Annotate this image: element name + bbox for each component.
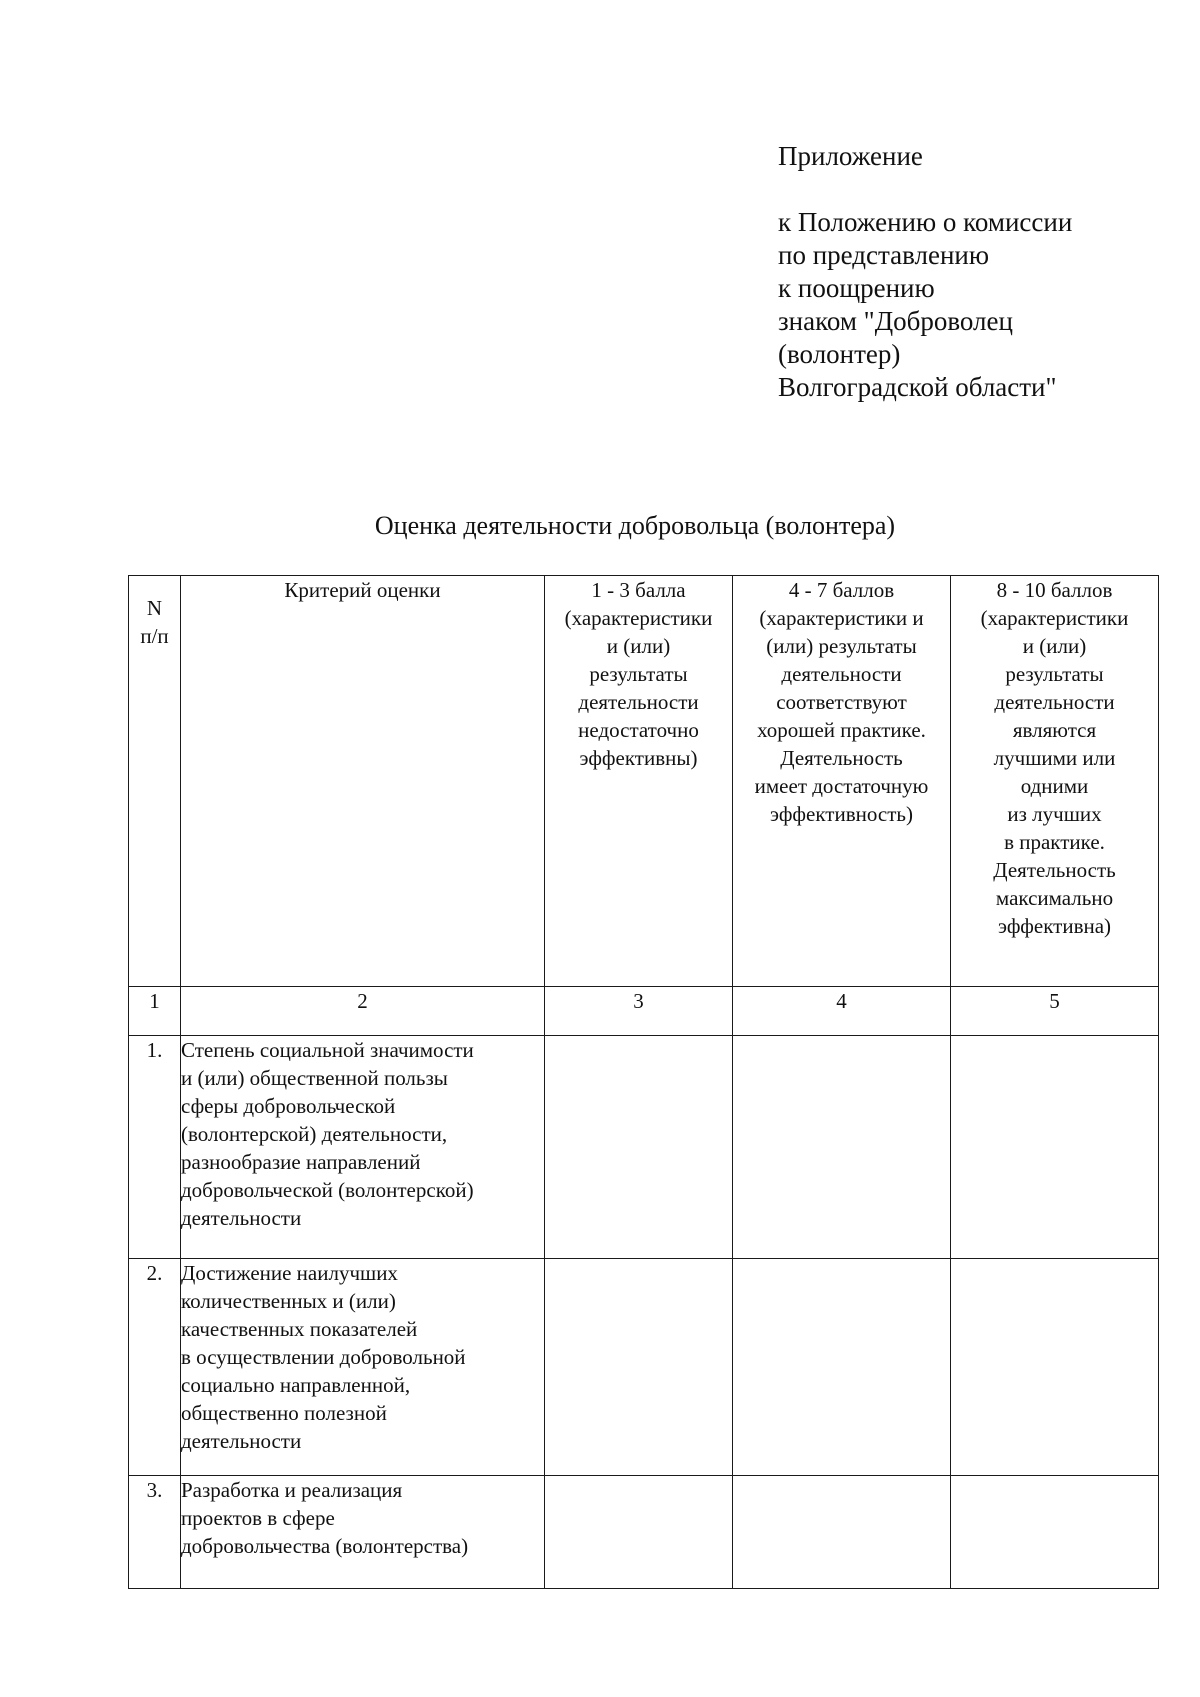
cell-text-line: (или) результаты: [766, 634, 917, 658]
criterion-cell: [181, 1476, 545, 1589]
cell-text-line: общественно полезной: [181, 1401, 387, 1425]
appendix-line: знаком "Доброволец: [778, 306, 1013, 336]
cell-text-line: эффективность): [770, 802, 913, 826]
cell-text-line: (характеристики: [980, 606, 1129, 630]
cell-text-line: N: [146, 596, 163, 620]
cell-text-line: проектов в сфере: [181, 1506, 335, 1530]
cell-text-line: Разработка и реализация: [181, 1478, 403, 1502]
cell-text-line: результаты: [589, 662, 688, 686]
cell-text-line: и (или): [1022, 634, 1087, 658]
score-cell-4-7: [733, 1476, 951, 1589]
cell-text-line: лучшими или: [993, 746, 1116, 770]
column-number-row: [129, 987, 1159, 1036]
cell-text-line: добровольческой (волонтерской): [181, 1178, 474, 1202]
cell-text-line: 4 - 7 баллов: [788, 578, 895, 602]
appendix-heading: Приложение: [778, 141, 923, 171]
cell-text-line: п/п: [140, 624, 169, 648]
header-score-8-10-cell: [951, 576, 1159, 987]
row-index-cell: 1.: [129, 1036, 181, 1259]
criterion-cell: [181, 1259, 545, 1476]
cell-text-line: эффективна): [997, 914, 1112, 938]
table-header-row: [129, 576, 1159, 987]
appendix-line: (волонтер): [778, 339, 901, 369]
cell-text-line: деятельности: [578, 690, 699, 714]
score-cell-1-3: [545, 1259, 733, 1476]
column-number-cell: 5: [951, 987, 1159, 1036]
cell-text-line: являются: [1012, 718, 1097, 742]
cell-text-line: количественных и (или): [181, 1289, 396, 1313]
cell-text-line: деятельности: [781, 662, 902, 686]
cell-text-line: деятельности: [181, 1206, 302, 1230]
cell-text-line: (характеристики и: [759, 606, 924, 630]
cell-text-line: деятельности: [994, 690, 1115, 714]
cell-text-line: хорошей практике.: [757, 718, 926, 742]
cell-text-line: Достижение наилучших: [181, 1261, 398, 1285]
score-cell-8-10: [951, 1476, 1159, 1589]
cell-text-line: Степень социальной значимости: [181, 1038, 474, 1062]
score-cell-1-3: [545, 1036, 733, 1259]
appendix-line: к поощрению: [778, 273, 935, 303]
cell-text-line: 8 - 10 баллов: [996, 578, 1113, 602]
cell-text-line: и (или) общественной пользы: [181, 1066, 448, 1090]
score-cell-8-10: [951, 1036, 1159, 1259]
cell-text-line: одними: [1020, 774, 1089, 798]
cell-text-line: в практике.: [1004, 830, 1105, 854]
evaluation-table: [128, 575, 1159, 1589]
table-row: [129, 1476, 1159, 1589]
cell-text-line: соответствуют: [776, 690, 907, 714]
column-number-cell: 2: [181, 987, 545, 1036]
document-title: Оценка деятельности добровольца (волонтера): [374, 511, 896, 540]
appendix-line: по представлению: [778, 240, 990, 270]
cell-text-line: (характеристики: [564, 606, 713, 630]
cell-text-line: и (или): [606, 634, 671, 658]
score-cell-8-10: [951, 1259, 1159, 1476]
cell-text-line: добровольчества (волонтерства): [181, 1534, 469, 1558]
cell-text-line: разнообразие направлений: [181, 1150, 421, 1174]
cell-text-line: деятельности: [181, 1429, 302, 1453]
cell-text-line: имеет достаточную: [754, 774, 929, 798]
header-number-cell: [129, 576, 181, 987]
table-row: [129, 1036, 1159, 1259]
cell-text-line: результаты: [1005, 662, 1104, 686]
table-row: [129, 1259, 1159, 1476]
cell-text-line: Критерий оценки: [284, 578, 441, 602]
cell-text-line: сферы добровольческой: [181, 1094, 396, 1118]
score-cell-4-7: [733, 1259, 951, 1476]
cell-text-line: Деятельность: [993, 858, 1116, 882]
cell-text-line: в осуществлении добровольной: [181, 1345, 466, 1369]
row-index-cell: 3.: [129, 1476, 181, 1589]
header-criterion-cell: [181, 576, 545, 987]
cell-text-line: из лучших: [1007, 802, 1102, 826]
cell-text-line: максимально: [995, 886, 1114, 910]
row-index-cell: 2.: [129, 1259, 181, 1476]
appendix-block: [778, 140, 1072, 404]
header-score-1-3-cell: [545, 576, 733, 987]
appendix-line: к Положению о комиссии: [778, 207, 1073, 237]
score-cell-4-7: [733, 1036, 951, 1259]
cell-text-line: Деятельность: [780, 746, 903, 770]
score-cell-1-3: [545, 1476, 733, 1589]
header-score-4-7-cell: [733, 576, 951, 987]
cell-text-line: недостаточно: [578, 718, 699, 742]
cell-text-line: эффективны): [579, 746, 698, 770]
column-number-cell: 4: [733, 987, 951, 1036]
cell-text-line: (волонтерской) деятельности,: [181, 1122, 448, 1146]
cell-text-line: социально направленной,: [181, 1373, 411, 1397]
cell-text-line: 1 - 3 балла: [591, 578, 686, 602]
cell-text-line: качественных показателей: [181, 1317, 418, 1341]
column-number-cell: 3: [545, 987, 733, 1036]
appendix-line: Волгоградской области": [778, 372, 1057, 402]
criterion-cell: [181, 1036, 545, 1259]
column-number-cell: 1: [129, 987, 181, 1036]
